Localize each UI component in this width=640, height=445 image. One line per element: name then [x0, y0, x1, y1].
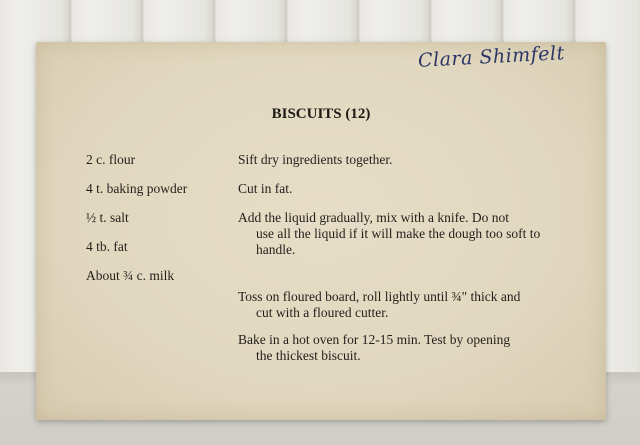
step-text: Toss on floured board, roll lightly until ¾" thick and — [238, 289, 521, 304]
recipe-card — [36, 42, 606, 420]
step-text: Sift dry ingredients together. — [238, 152, 393, 167]
ingredient-item: 4 tb. fat — [86, 239, 128, 254]
step-text: Add the liquid gradually, mix with a knife. Do not — [238, 210, 509, 225]
instruction-step — [238, 332, 568, 364]
recipe-title: BISCUITS (12) — [271, 106, 371, 122]
instruction-step — [238, 152, 568, 168]
handwritten-signature: Clara Shimfelt — [417, 42, 566, 72]
instruction-step — [238, 181, 568, 197]
instruction-step — [238, 289, 568, 321]
ingredient-item: 2 c. flour — [86, 152, 136, 167]
step-text-continued: the thickest biscuit. — [256, 348, 361, 363]
step-text-continued: cut with a floured cutter. — [256, 305, 389, 320]
step-text-continued: use all the liquid if it will make the dough too soft to handle. — [256, 226, 541, 257]
instruction-step — [238, 210, 568, 258]
ingredient-item: About ¾ c. milk — [86, 268, 175, 283]
step-text: Cut in fat. — [238, 181, 293, 196]
ingredient-item: ½ t. salt — [86, 210, 129, 225]
ingredient-item: 4 t. baking powder — [86, 181, 188, 196]
step-text: Bake in a hot oven for 12-15 min. Test by opening — [238, 332, 511, 347]
